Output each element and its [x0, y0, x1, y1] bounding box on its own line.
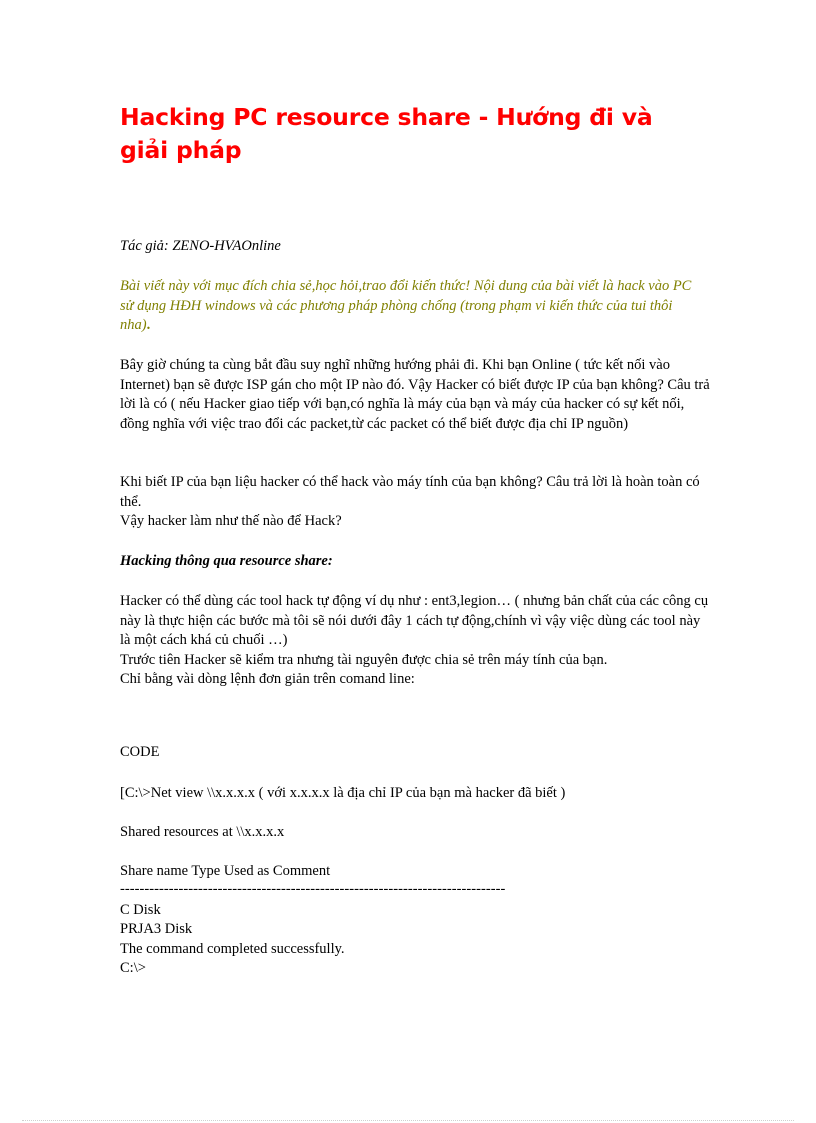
- paragraph-ip-discovery: Bây giờ chúng ta cùng bắt đầu suy nghĩ những hướng phải đi. Khi bạn Online ( tức kết nối vào Internet) bạn sẽ được ISP gán cho một IP nào đó. Vậy Hacker có biết được IP của bạn không? Câu trả lời là có ( nếu Hacker giao tiếp với bạn,có nghĩa là máy của bạn và máy của hacker có sự kết nối, đồng nghĩa với việc trao đổi các packet,từ các packet có thể biết được địa chỉ IP nguồn): [120, 357, 710, 432]
- paragraph-tools-line2: Trước tiên Hacker sẽ kiểm tra nhưng tài nguyên được chia sẻ trên máy tính của bạn.: [120, 651, 608, 668]
- code-shared-resources: Shared resources at \\x.x.x.x: [120, 824, 285, 840]
- intro-paragraph: [120, 277, 705, 336]
- code-command-line: [C:\>Net view \\x.x.x.x ( với x.x.x.x là địa chỉ IP của bạn mà hacker đã biết ): [120, 785, 566, 801]
- paragraph-hack-question: [120, 473, 710, 532]
- code-table-header: Share name Type Used as Comment: [120, 863, 331, 879]
- code-output-line: PRJA3 Disk: [120, 921, 193, 937]
- code-output-line: The command completed successfully.: [120, 941, 345, 957]
- section-heading: Hacking thông qua resource share:: [120, 553, 333, 569]
- paragraph-hack-question-line1: Khi biết IP của bạn liệu hacker có thể hack vào máy tính của bạn không? Câu trả lời là hoàn toàn có thể.: [120, 474, 700, 510]
- paragraph-tools-line3: Chỉ bằng vài dòng lệnh đơn giản trên comand line:: [120, 671, 415, 687]
- document-title: Hacking PC resource share - Hướng đi và giải pháp: [120, 103, 653, 164]
- page-bottom-divider: [22, 1120, 794, 1121]
- author-line: Tác giả: ZENO-HVAOnline: [120, 238, 281, 254]
- paragraph-hack-question-line2: Vậy hacker làm như thế nào để Hack?: [120, 513, 342, 529]
- code-output-line: C Disk: [120, 902, 161, 918]
- code-separator: -------------------------------------------------------------------------------: [120, 881, 506, 897]
- code-prompt: C:\>: [120, 960, 146, 976]
- intro-text: Bài viết này với mục đích chia sẻ,học hỏi,trao đổi kiến thức! Nội dung của bài viết là hack vào PC sử dụng HĐH windows và các phương pháp phòng chống (trong phạm vi kiến thức của tui thôi nha): [120, 278, 692, 333]
- intro-end-punctuation: .: [146, 317, 151, 333]
- code-label: CODE: [120, 744, 160, 760]
- paragraph-tools: [120, 592, 710, 690]
- paragraph-tools-line1: Hacker có thể dùng các tool hack tự động ví dụ như : ent3,legion… ( nhưng bản chất của các công cụ này là thực hiện các bước mà tôi sẽ nói dưới đây 1 cách tự động,chính vì vậy việc dùng các tool này là một cách khá củ chuối …): [120, 593, 709, 648]
